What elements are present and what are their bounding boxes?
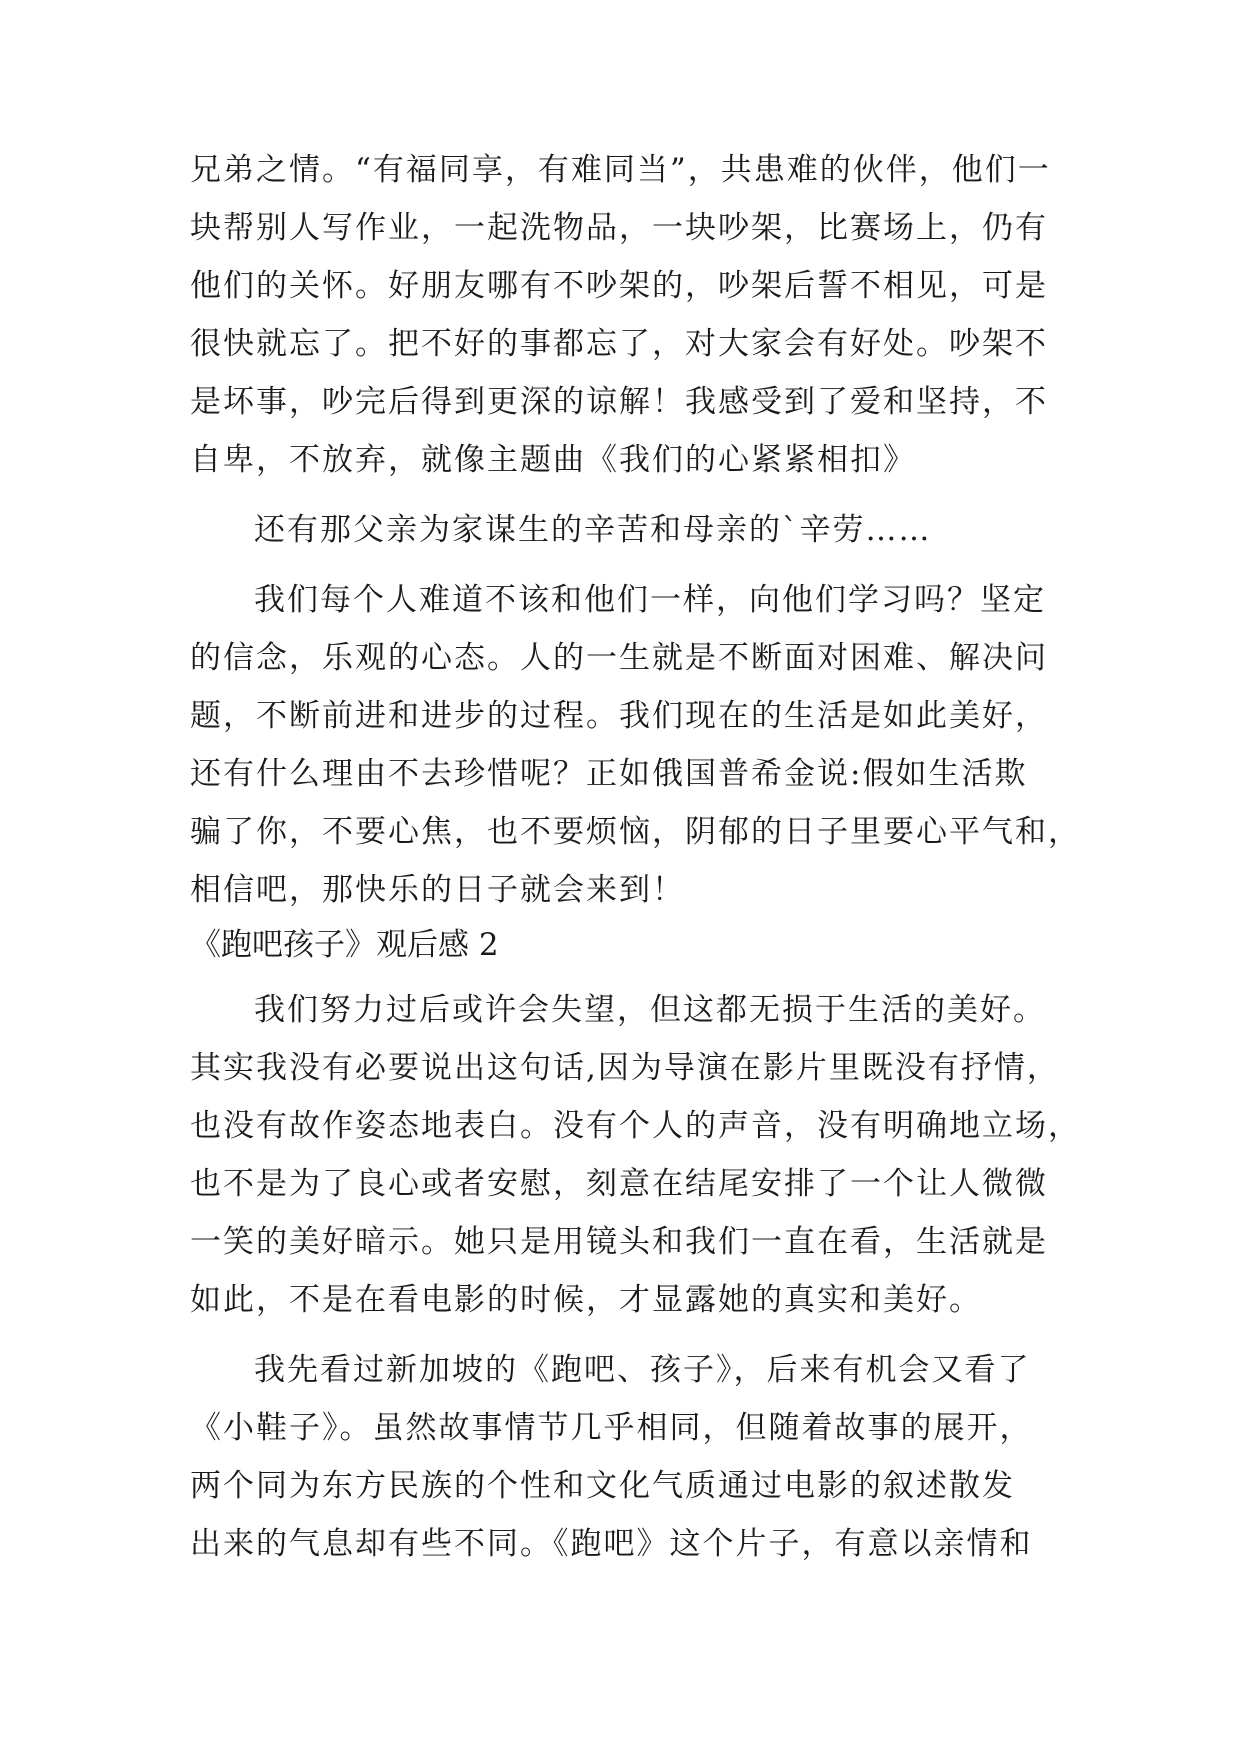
text-line: 我们每个人难道不该和他们一样，向他们学习吗？坚定 (254, 582, 1046, 618)
text-line: 相信吧，那快乐的日子就会来到！ (190, 872, 685, 908)
text-line: 《小鞋子》。虽然故事情节几乎相同，但随着故事的展开， (190, 1410, 1033, 1446)
text-line: 块帮别人写作业，一起洗物品，一块吵架，比赛场上，仍有 (190, 210, 1048, 246)
text-line: 骗了你，不要心焦，也不要烦恼，阴郁的日子里要心平气和， (190, 814, 1081, 850)
text-line: 我先看过新加坡的《跑吧、孩子》，后来有机会又看了 (254, 1352, 1031, 1388)
text-line: 也没有故作姿态地表白。没有个人的声音，没有明确地立场， (190, 1108, 1081, 1144)
text-line: 也不是为了良心或者安慰，刻意在结尾安排了一个让人微微 (190, 1166, 1048, 1202)
text-line: 是坏事，吵完后得到更深的谅解！我感受到了爱和坚持，不 (190, 384, 1048, 420)
text-line: 题，不断前进和进步的过程。我们现在的生活是如此美好， (190, 698, 1048, 734)
text-line: 我们努力过后或许会失望，但这都无损于生活的美好。 (254, 992, 1046, 1028)
text-line: 两个同为东方民族的个性和文化气质通过电影的叙述散发 (190, 1468, 1015, 1504)
section-title: 《跑吧孩子》观后感 2 (190, 927, 499, 963)
text-line: 兄弟之情。“有福同享，有难同当”，共患难的伙伴，他们一 (190, 152, 1051, 188)
text-line: 一笑的美好暗示。她只是用镜头和我们一直在看，生活就是 (190, 1224, 1048, 1260)
text-line: 自卑，不放弃，就像主题曲《我们的心紧紧相扣》 (190, 442, 916, 478)
text-line: 的信念，乐观的心态。人的一生就是不断面对困难、解决问 (190, 640, 1048, 676)
text-line: 他们的关怀。好朋友哪有不吵架的，吵架后誓不相见，可是 (190, 268, 1048, 304)
text-line: 如此，不是在看电影的时候，才显露她的真实和美好。 (190, 1282, 982, 1318)
text-line: 其实我没有必要说出这句话,因为导演在影片里既没有抒情， (190, 1050, 1060, 1086)
text-line: 出来的气息却有些不同。《跑吧》这个片子，有意以亲情和 (190, 1526, 1033, 1562)
text-line: 很快就忘了。把不好的事都忘了，对大家会有好处。吵架不 (190, 326, 1048, 362)
text-line: 还有什么理由不去珍惜呢？正如俄国普希金说:假如生活欺 (190, 756, 1028, 792)
text-line: 还有那父亲为家谋生的辛苦和母亲的`辛劳…… (254, 512, 932, 548)
